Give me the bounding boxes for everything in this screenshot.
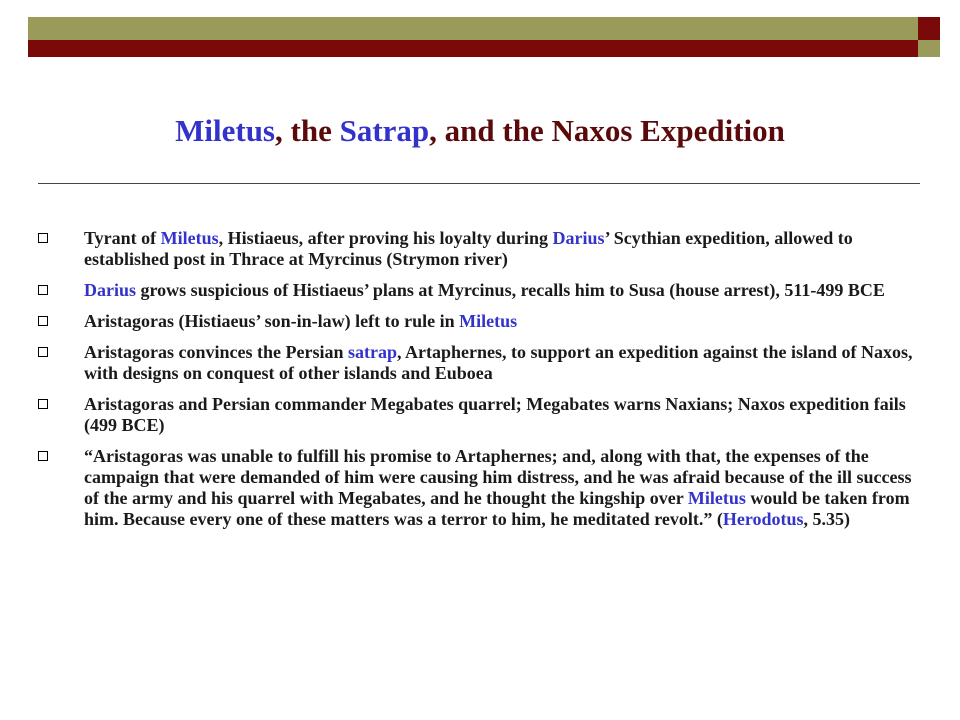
bullet-text-segment: Aristagoras and Persian commander Megabates quarrel; Megabates warns Naxians; Naxos expedition fails (499 BCE) bbox=[84, 394, 906, 435]
title-text-2: , and the Naxos Expedition bbox=[429, 113, 785, 148]
bullet-text-segment: “Aristagoras was unable to fulfill his promise to Artaphernes; and, along with that, the expenses of the campaign that were demanded of him were causing him distress, and he was afraid because of the ill success of the army and his quarrel with Megabates, and he thought the kingship over bbox=[84, 446, 912, 508]
bullet-item bbox=[38, 228, 918, 270]
bullet-item bbox=[38, 394, 918, 436]
bullet-text-segment: Aristagoras (Histiaeus’ son-in-law) left to rule in bbox=[84, 311, 460, 331]
bullet-text-segment: would be taken from him. Because every one of these matters was a terror to him, he meditated revolt.” ( bbox=[84, 488, 910, 529]
bullet-text-segment: , 5.35) bbox=[803, 509, 851, 529]
square-bullet-icon bbox=[38, 347, 48, 357]
bullet-text bbox=[84, 228, 918, 270]
bullet-text-segment: , Artaphernes, to support an expedition against the island of Naxos, with designs on conquest of other islands and Euboea bbox=[84, 342, 913, 383]
square-bullet-icon bbox=[38, 233, 48, 243]
header-corner-square-maroon bbox=[918, 17, 940, 40]
bullet-text-segment: ’ Scythian expedition, allowed to established post in Thrace at Myrcinus (Strymon river) bbox=[84, 228, 853, 269]
bullet-text-segment: grows suspicious of Histiaeus’ plans at Myrcinus, recalls him to Susa (house arrest), 511-499 BCE bbox=[136, 280, 885, 300]
bullet-item bbox=[38, 311, 918, 332]
slide-title bbox=[0, 113, 960, 149]
bullet-text bbox=[84, 394, 918, 436]
highlighted-term: Miletus bbox=[687, 488, 746, 508]
title-satrap: Satrap bbox=[339, 113, 430, 148]
title-text-1: , the bbox=[275, 113, 340, 148]
square-bullet-icon bbox=[38, 451, 48, 461]
square-bullet-icon bbox=[38, 285, 48, 295]
highlighted-term: Miletus bbox=[459, 311, 518, 331]
header-corner-square-olive bbox=[918, 40, 940, 57]
highlighted-term: Herodotus bbox=[722, 509, 804, 529]
bullet-text-segment: , Histiaeus, after proving his loyalty during bbox=[218, 228, 553, 248]
bullet-item bbox=[38, 342, 918, 384]
bullet-text bbox=[84, 311, 918, 332]
highlighted-term: satrap bbox=[347, 342, 397, 362]
header-band-olive bbox=[28, 17, 918, 40]
bullet-text bbox=[84, 446, 918, 530]
bullet-text-segment: Tyrant of bbox=[84, 228, 161, 248]
bullet-text-segment: Aristagoras convinces the Persian bbox=[84, 342, 348, 362]
bullet-list bbox=[38, 228, 918, 540]
highlighted-term: Miletus bbox=[160, 228, 219, 248]
bullet-text bbox=[84, 342, 918, 384]
highlighted-term: Darius bbox=[84, 280, 137, 300]
bullet-item bbox=[38, 280, 918, 301]
title-divider bbox=[38, 183, 920, 184]
title-miletus: Miletus bbox=[175, 113, 275, 148]
bullet-text bbox=[84, 280, 918, 301]
bullet-item bbox=[38, 446, 918, 530]
square-bullet-icon bbox=[38, 399, 48, 409]
square-bullet-icon bbox=[38, 316, 48, 326]
header-band-maroon bbox=[28, 40, 918, 57]
highlighted-term: Darius bbox=[552, 228, 605, 248]
